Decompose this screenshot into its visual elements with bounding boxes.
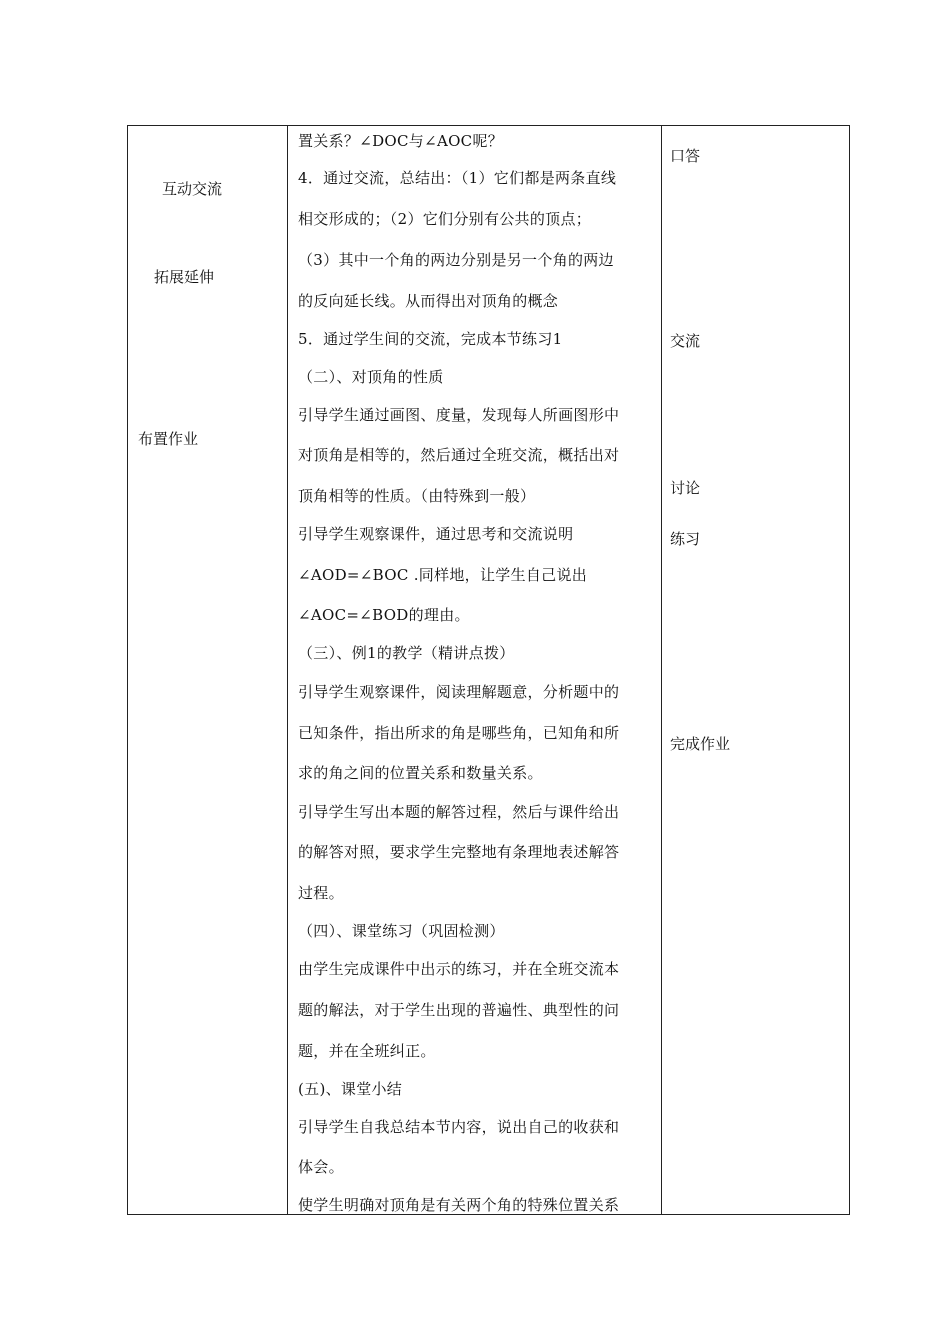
content-line: 顶角相等的性质。（由特殊到一般） (298, 487, 536, 505)
content-line: 引导学生观察课件，阅读理解题意，分析题中的 (298, 683, 620, 701)
label-discuss: 讨论 (670, 479, 701, 497)
content-line: 求的角之间的位置关系和数量关系。 (298, 764, 543, 782)
label-extension: 拓展延伸 (154, 268, 215, 286)
content-line: 已知条件，指出所求的角是哪些角，已知角和所 (298, 724, 620, 742)
content-line: 置关系？∠DOC与∠AOC呢？ (298, 132, 504, 150)
content-line: 体会。 (298, 1158, 344, 1176)
content-line: 引导学生通过画图、度量，发现每人所画图形中 (298, 406, 620, 424)
content-line: 对顶角是相等的，然后通过全班交流，概括出对 (298, 446, 620, 464)
content-line: 4．通过交流，总结出：（1）它们都是两条直线 (298, 169, 617, 187)
section-heading: （二）、对顶角的性质 (298, 368, 444, 386)
label-complete-homework: 完成作业 (670, 735, 731, 753)
content-line: 使学生明确对顶角是有关两个角的特殊位置关系 (298, 1196, 620, 1214)
lesson-table (127, 125, 850, 1215)
content-line: 的反向延长线。从而得出对顶角的概念 (298, 292, 559, 310)
content-line: ∠AOD=∠BOC .同样地，让学生自己说出 (298, 566, 588, 584)
content-line: 的解答对照，要求学生完整地有条理地表述解答 (298, 843, 620, 861)
label-exchange: 交流 (670, 332, 701, 350)
label-answer: 口答 (670, 147, 701, 165)
label-homework: 布置作业 (138, 430, 199, 448)
column-divider-right (661, 126, 662, 1214)
column-divider-left (287, 126, 288, 1214)
content-line: 相交形成的；（2）它们分别有公共的顶点； (298, 210, 592, 228)
section-heading: (五)、课堂小结 (298, 1080, 403, 1098)
content-line: 引导学生观察课件，通过思考和交流说明 (298, 525, 574, 543)
content-line: （3）其中一个角的两边分别是另一个角的两边 (298, 251, 614, 269)
label-interaction: 互动交流 (162, 180, 223, 198)
content-line: 引导学生自我总结本节内容，说出自己的收获和 (298, 1118, 620, 1136)
content-line: 题的解法，对于学生出现的普遍性、典型性的问 (298, 1001, 620, 1019)
content-line: ∠AOC=∠BOD的理由。 (298, 606, 470, 624)
content-line: 过程。 (298, 884, 344, 902)
section-heading: （三）、例1的教学（精讲点拨） (298, 644, 515, 662)
content-line: 题，并在全班纠正。 (298, 1042, 436, 1060)
content-line: 由学生完成课件中出示的练习，并在全班交流本 (298, 960, 620, 978)
content-line: 引导学生写出本题的解答过程，然后与课件给出 (298, 803, 620, 821)
label-practice: 练习 (670, 530, 701, 548)
content-line: 5．通过学生间的交流，完成本节练习1 (298, 330, 563, 348)
section-heading: （四）、课堂练习（巩固检测） (298, 922, 505, 940)
